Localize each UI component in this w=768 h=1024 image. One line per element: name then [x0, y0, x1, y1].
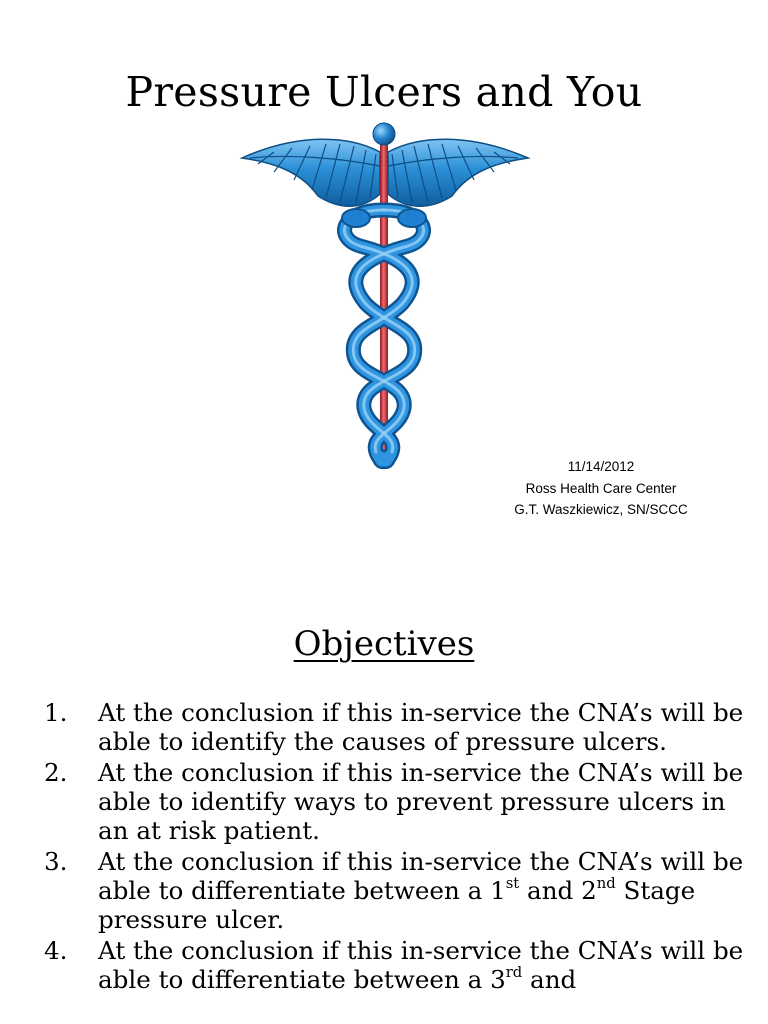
presentation-info [490, 456, 712, 521]
objectives-list [44, 698, 744, 996]
objective-number: 1. [44, 698, 68, 727]
staff [380, 136, 388, 466]
objectives-slide [0, 560, 768, 1024]
objective-number: 2. [44, 758, 68, 787]
objective-number: 3. [44, 847, 68, 876]
page-title: Pressure Ulcers and You [125, 68, 643, 116]
presentation-date: 11/14/2012 [567, 459, 635, 474]
facility-name: Ross Health Care Center [525, 480, 677, 496]
objective-item [44, 847, 744, 934]
objective-item [44, 936, 744, 994]
staff-top-ball [373, 123, 395, 145]
objective-item [44, 758, 744, 845]
caduceus-icon [230, 118, 538, 470]
presenter-name: G.T. Waszkiewicz, SN/SCCC [514, 502, 688, 517]
objective-text: At the conclusion if this in-service the CNA’s will be able to identify the causes of pressure ulcers. [98, 698, 744, 756]
objective-number: 4. [44, 936, 68, 965]
objective-item [44, 698, 744, 756]
serpent-head-left [342, 209, 370, 227]
objective-text: At the conclusion if this in-service the CNA’s will be able to identify ways to prevent pressure ulcers in an at risk patient. [98, 758, 744, 845]
serpent-head-right [398, 209, 426, 227]
objective-text: At the conclusion if this in-service the CNA’s will be able to differentiate between a 1st and 2nd Stage pressure ulcer. [98, 847, 744, 934]
right-wing [388, 139, 528, 206]
left-wing [242, 139, 380, 206]
objectives-heading: Objectives [293, 624, 475, 664]
objective-text: At the conclusion if this in-service the CNA’s will be able to differentiate between a 3rd and [98, 936, 744, 994]
